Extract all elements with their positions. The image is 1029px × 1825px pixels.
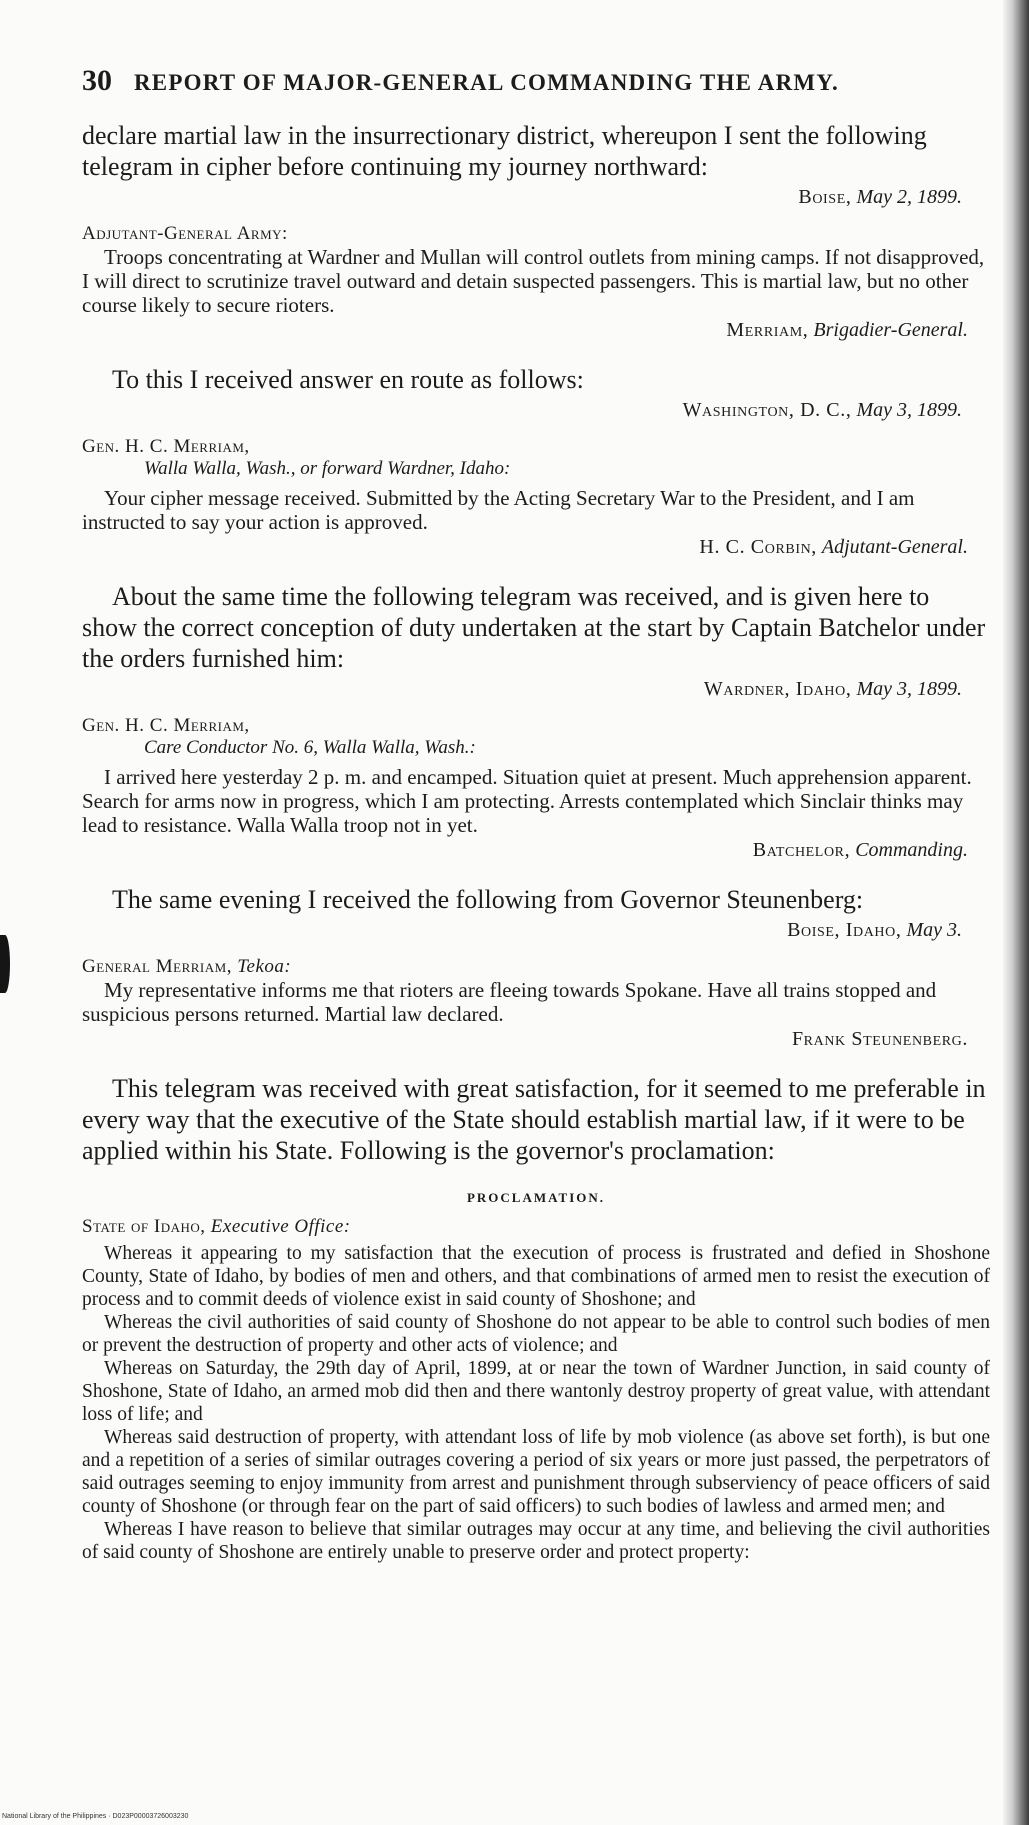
page-content	[82, 64, 990, 1564]
telegram2-signature: H. C. Corbin, Adjutant-General.	[699, 536, 968, 558]
telegram1-addressee: Adjutant-General Army:	[82, 223, 288, 244]
telegram1-body: Troops concentrating at Wardner and Mullan will control outlets from mining camps. If not disapproved, I will direct to scrutinize travel outward and detain suspected passengers. This is martial law, but no other course likely to secure rioters.	[82, 245, 985, 317]
telegram2-addressee-location: Walla Walla, Wash., or forward Wardner, Idaho:	[144, 458, 511, 479]
telegram3-addressee: Gen. H. C. Merriam,	[82, 715, 250, 736]
telegram4-body: My representative informs me that rioters are fleeing towards Spokane. Have all trains stopped and suspicious persons returned. Martial law declared.	[82, 978, 937, 1026]
telegram3-signature: Batchelor, Commanding.	[752, 839, 968, 861]
paragraph-4: The same evening I received the following from Governor Steunenberg:	[112, 885, 864, 914]
telegram3-dateline: Wardner, Idaho, May 3, 1899.	[703, 678, 962, 700]
proclamation-heading: State of Idaho, Executive Office:	[82, 1216, 351, 1237]
running-head: REPORT OF MAJOR-GENERAL COMMANDING THE ARMY.	[134, 70, 839, 95]
telegram1-dateline: Boise, May 2, 1899.	[798, 186, 962, 208]
telegram3-addressee-location: Care Conductor No. 6, Walla Walla, Wash.:	[144, 737, 476, 758]
intro-paragraph: declare martial law in the insurrectionary district, whereupon I sent the following telegram in cipher before continuing my journey northward:	[82, 121, 927, 181]
proclamation-whereas-3: Whereas on Saturday, the 29th day of April, 1899, at or near the town of Wardner Junction, in said county of Shoshone, State of Idaho, an armed mob did then and there wantonly destroy property of great value, with attendant loss of life; and	[82, 1358, 990, 1425]
telegram2-dateline: Washington, D. C., May 3, 1899.	[682, 399, 962, 421]
telegram4-signature: Frank Steunenberg.	[791, 1028, 968, 1050]
page-binding-edge	[1003, 0, 1029, 1825]
page-number: 30	[82, 64, 112, 97]
proclamation-title: PROCLAMATION.	[466, 1190, 606, 1205]
telegram2-addressee: Gen. H. C. Merriam,	[82, 436, 250, 457]
proclamation-whereas-5: Whereas I have reason to believe that similar outrages may occur at any time, and believing the civil authorities of said county of Shoshone are entirely unable to preserve order and protect property:	[82, 1519, 990, 1563]
telegram4-dateline: Boise, Idaho, May 3.	[787, 919, 962, 941]
telegram2-body: Your cipher message received. Submitted by the Acting Secretary War to the President, and I am instructed to say your action is approved.	[82, 486, 915, 534]
proclamation-whereas-1: Whereas it appearing to my satisfaction that the execution of process is frustrated and defied in Shoshone County, State of Idaho, by bodies of men and others, and that combinations of armed men to resist the execution of process and to commit deeds of violence exist in said county of Shoshone; and	[82, 1243, 990, 1310]
scan-footer-note: National Library of the Philippines · D023P00003726003230	[2, 1813, 189, 1820]
paragraph-2: To this I received answer en route as follows:	[112, 365, 584, 394]
scan-hole-mark	[0, 935, 10, 993]
proclamation-whereas-2: Whereas the civil authorities of said county of Shoshone do not appear to be able to control such bodies of men or prevent the destruction of property and other acts of violence; and	[82, 1312, 990, 1356]
telegram3-body: I arrived here yesterday 2 p. m. and encamped. Situation quiet at present. Much apprehension apparent. Search for arms now in progress, which I am protecting. Arrests contemplated which Sinclair thinks may lead to resistance. Walla Walla troop not in yet.	[82, 765, 972, 837]
paragraph-5: This telegram was received with great satisfaction, for it seemed to me preferable in every way that the executive of the State should establish martial law, if it were to be applied within his State. Following is the governor's proclamation:	[82, 1074, 986, 1165]
paragraph-3: About the same time the following telegram was received, and is given here to show the correct conception of duty undertaken at the start by Captain Batchelor under the orders furnished him:	[82, 582, 986, 673]
telegram4-addressee: General Merriam, Tekoa:	[82, 956, 292, 977]
page-header	[82, 64, 990, 98]
telegram1-signature: Merriam, Brigadier-General.	[726, 319, 968, 341]
proclamation-whereas-4: Whereas said destruction of property, with attendant loss of life by mob violence (as above set forth), is but one and a repetition of a series of similar outrages covering a period of six years or more just passed, the perpetrators of said outrages seeming to enjoy immunity from arrest and punishment through subserviency of peace officers of said county of Shoshone (or through fear on the part of said officers) to such bodies of lawless and armed men; and	[82, 1427, 990, 1517]
